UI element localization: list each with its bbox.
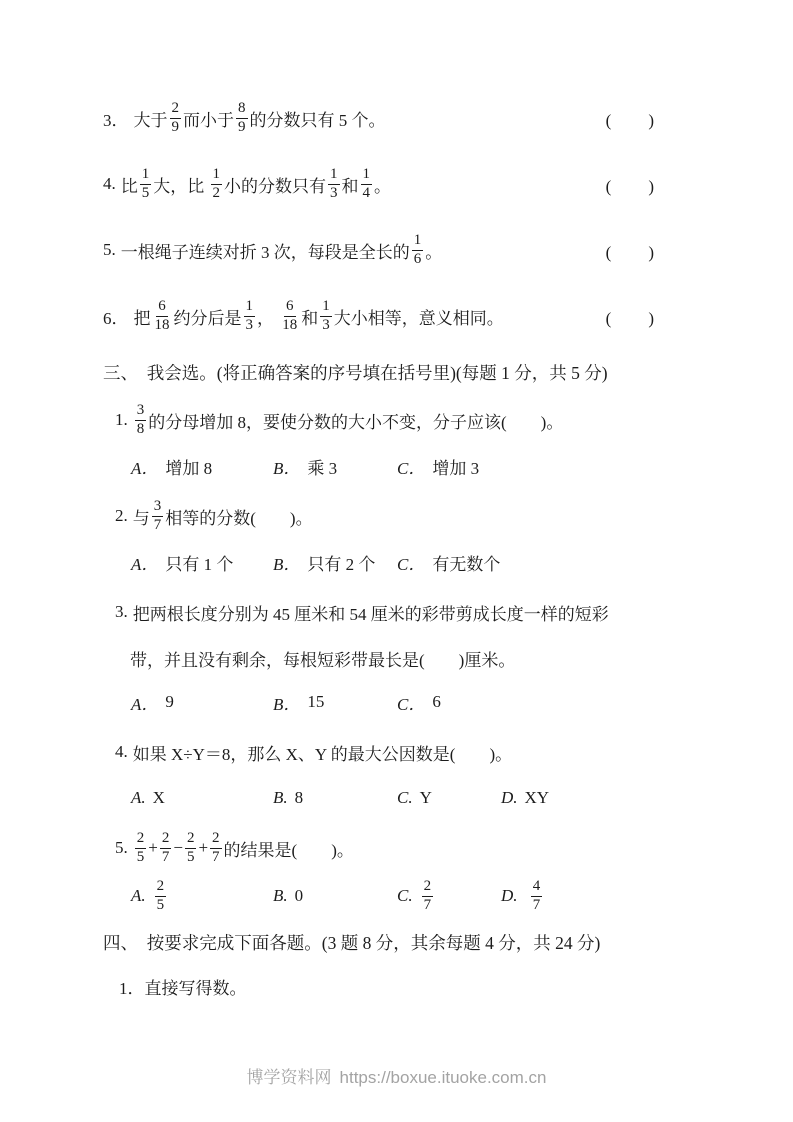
text-segment: 只有 2 个 <box>307 554 376 574</box>
fraction-numerator: 1 <box>412 232 424 251</box>
text-segment: + <box>198 838 209 857</box>
option-label: C． <box>397 694 426 714</box>
fraction-denominator: 4 <box>362 184 370 201</box>
choice-question <box>103 396 708 482</box>
fraction <box>140 166 152 202</box>
option <box>131 690 273 715</box>
option <box>131 550 273 575</box>
fraction-numerator: 1 <box>361 166 373 185</box>
text-segment: 乘 3 <box>307 458 338 478</box>
text-segment: ， <box>257 308 279 328</box>
question-number: 3． <box>103 110 129 130</box>
judgement-item <box>103 228 708 272</box>
question-text <box>103 232 606 268</box>
option <box>273 454 397 479</box>
option <box>397 690 501 715</box>
fraction-denominator: 3 <box>330 184 338 201</box>
text-segment: 大于 <box>133 110 168 130</box>
text-segment: 6 <box>432 692 441 711</box>
text-segment: 与 <box>132 508 150 528</box>
option-label: A． <box>131 694 159 714</box>
fraction <box>185 830 197 866</box>
text-segment: 有无数个 <box>432 554 501 574</box>
fraction <box>211 166 223 202</box>
fraction <box>170 100 182 136</box>
fraction-denominator: 3 <box>322 316 330 333</box>
fraction-denominator: 7 <box>153 516 162 533</box>
choice-question <box>103 824 708 914</box>
fraction <box>153 298 172 334</box>
question-number: 3. <box>115 602 128 621</box>
fraction-numerator: 2 <box>170 100 182 119</box>
text-segment: + <box>148 838 158 857</box>
fraction-numerator: 4 <box>531 878 543 897</box>
option-label: C. <box>397 788 413 807</box>
footer-url[interactable]: https://boxue.ituoke.com.cn <box>339 1068 547 1087</box>
text-segment: 小的分数只有 <box>224 176 326 196</box>
fraction-denominator: 5 <box>156 896 165 913</box>
fraction-numerator: 2 <box>135 830 147 849</box>
option <box>501 878 544 914</box>
fraction-denominator: 7 <box>423 896 432 913</box>
fraction-numerator: 1 <box>320 298 332 317</box>
question-number: 6． <box>103 308 129 328</box>
text-segment: 的分数只有 5 个。 <box>249 110 386 130</box>
option-label: C. <box>397 886 413 906</box>
fraction <box>135 830 147 866</box>
fraction <box>361 166 373 202</box>
fraction <box>155 878 167 914</box>
question-number: 4. <box>115 742 128 761</box>
option-label: D. <box>501 886 518 906</box>
text-segment: 。 <box>374 176 391 196</box>
fraction-numerator: 1 <box>211 166 223 185</box>
text-segment: 而小于 <box>183 110 234 130</box>
text-segment: 大小相等，意义相同。 <box>333 308 504 328</box>
text-segment: 如果 X÷Y＝8，那么 X、Y 的最大公因数是( )。 <box>132 744 513 764</box>
page-footer <box>0 1063 793 1088</box>
fraction-numerator: 2 <box>160 830 172 849</box>
options-row <box>131 878 708 914</box>
question-line <box>130 636 708 680</box>
answer-bracket: ( ) <box>605 176 655 196</box>
fraction-numerator: 2 <box>210 830 222 849</box>
question-line <box>115 396 708 444</box>
text-segment: 比 <box>120 176 138 196</box>
option <box>131 878 273 914</box>
fraction-numerator: 6 <box>284 298 296 317</box>
fraction-denominator: 7 <box>532 896 541 913</box>
fraction-numerator: 1 <box>140 166 152 185</box>
fraction-numerator: 2 <box>422 878 434 897</box>
text-segment: 的分母增加 8，要使分数的大小不变，分子应该( )。 <box>148 412 564 432</box>
text-segment: 相等的分数( )。 <box>165 508 313 528</box>
choice-question <box>103 588 708 718</box>
answer-bracket: ( ) <box>605 242 655 262</box>
question-text <box>103 100 606 136</box>
text-segment: 15 <box>307 692 325 711</box>
text-segment: 9 <box>165 692 174 711</box>
fraction-numerator: 1 <box>328 166 340 185</box>
fraction <box>236 100 248 136</box>
text-segment: X <box>152 788 165 807</box>
option <box>273 788 397 808</box>
text-segment: 8 <box>294 788 304 807</box>
option-label: B． <box>273 694 301 714</box>
section-4-heading: 四、 按要求完成下面各题。(3 题 8 分，其余每题 4 分，共 24 分) <box>103 933 601 954</box>
text-segment: XY <box>524 788 550 807</box>
text-segment: Y <box>419 788 432 807</box>
fraction-denominator: 2 <box>212 184 220 201</box>
option-label: A． <box>131 554 159 574</box>
option <box>501 788 549 808</box>
fraction <box>135 402 147 438</box>
fraction-denominator: 7 <box>161 848 170 865</box>
question-line <box>115 728 708 776</box>
text-segment: 把两根长度分别为 45 厘米和 54 厘米的彩带剪成长度一样的短彩 <box>132 604 609 624</box>
options-row <box>131 782 708 814</box>
option <box>273 550 397 575</box>
option <box>273 886 397 906</box>
fraction-denominator: 7 <box>212 848 220 865</box>
options-row <box>131 546 708 578</box>
fraction-denominator: 18 <box>154 316 170 333</box>
text-segment <box>525 886 529 906</box>
option-label: C． <box>397 554 426 574</box>
fraction-numerator: 6 <box>156 298 168 317</box>
question-line <box>115 824 708 872</box>
fraction-denominator: 8 <box>136 420 145 437</box>
text-segment: 增加 8 <box>165 458 213 478</box>
question-number: 5. <box>115 838 128 857</box>
option-label: A. <box>131 788 146 807</box>
fraction <box>210 830 222 866</box>
question-text <box>103 166 606 202</box>
option <box>397 454 501 479</box>
fraction <box>328 166 340 202</box>
fraction-numerator: 3 <box>135 402 147 421</box>
section-4-sub1: 1．直接写得数。 <box>119 979 247 999</box>
text-segment: 和 <box>301 308 319 328</box>
choice-question <box>103 728 708 814</box>
fraction-denominator: 18 <box>282 316 298 333</box>
question-line <box>115 492 708 540</box>
answer-bracket: ( ) <box>605 110 655 130</box>
text-segment: 把 <box>133 308 151 328</box>
text-segment: 一根绳子连续对折 3 次，每段是全长的 <box>120 242 410 262</box>
option <box>273 690 397 715</box>
option-label: B. <box>273 788 288 807</box>
text-segment: 的结果是( )。 <box>223 840 354 860</box>
fraction <box>152 498 164 534</box>
fraction <box>280 298 299 334</box>
option-label: B． <box>273 458 301 478</box>
fraction-numerator: 2 <box>155 878 167 897</box>
judgement-items <box>103 96 708 338</box>
fraction-numerator: 2 <box>185 830 197 849</box>
fraction <box>531 878 543 914</box>
options-row <box>131 686 708 718</box>
option-label: B. <box>273 886 288 906</box>
option-label: C． <box>397 458 426 478</box>
option <box>131 454 273 479</box>
text-segment: − <box>173 838 183 857</box>
option-label: B． <box>273 554 301 574</box>
text-segment: 带，并且没有剩余，每根短彩带最长是( )厘米。 <box>130 650 516 670</box>
text-segment: 约分后是 <box>173 308 242 328</box>
judgement-item <box>103 162 708 206</box>
choice-question <box>103 492 708 578</box>
fraction-denominator: 5 <box>186 848 195 865</box>
fraction-denominator: 6 <box>413 250 422 267</box>
fraction-numerator: 1 <box>244 298 256 317</box>
question-number: 5. <box>103 240 116 259</box>
fraction <box>244 298 256 334</box>
question-line <box>115 588 708 636</box>
question-number: 2. <box>115 506 128 525</box>
fraction-numerator: 8 <box>236 100 248 119</box>
fraction <box>412 232 424 268</box>
question-number: 1. <box>115 410 128 429</box>
text-segment: 。 <box>425 242 443 262</box>
answer-bracket: ( ) <box>605 308 655 328</box>
fraction <box>422 878 434 914</box>
text-segment: 大，比 <box>153 176 209 196</box>
option-label: D. <box>501 788 518 807</box>
fraction-denominator: 5 <box>141 184 150 201</box>
text-segment: 和 <box>341 176 359 196</box>
option <box>131 788 273 808</box>
question-number: 4. <box>103 174 116 193</box>
text-segment: 增加 3 <box>432 458 480 478</box>
fraction-denominator: 9 <box>171 118 179 135</box>
judgement-item <box>103 294 708 338</box>
choice-questions <box>103 396 708 914</box>
fraction <box>160 830 172 866</box>
fraction-denominator: 3 <box>245 316 253 333</box>
text-segment: 0 <box>294 886 304 906</box>
fraction-denominator: 5 <box>136 848 145 865</box>
option <box>397 550 501 575</box>
text-segment: 只有 1 个 <box>165 554 234 574</box>
fraction <box>320 298 332 334</box>
question-text <box>103 298 606 334</box>
fraction-numerator: 3 <box>152 498 164 517</box>
option <box>397 878 501 914</box>
options-row <box>131 450 708 482</box>
section-3-heading: 三、 我会选。(将正确答案的序号填在括号里)(每题 1 分，共 5 分) <box>103 363 608 383</box>
judgement-item <box>103 96 708 140</box>
option <box>397 788 501 808</box>
footer-site-name: 博学资料网 <box>246 1068 332 1087</box>
option-label: A. <box>131 886 146 906</box>
option-label: A． <box>131 458 159 478</box>
fraction-denominator: 9 <box>238 118 246 135</box>
